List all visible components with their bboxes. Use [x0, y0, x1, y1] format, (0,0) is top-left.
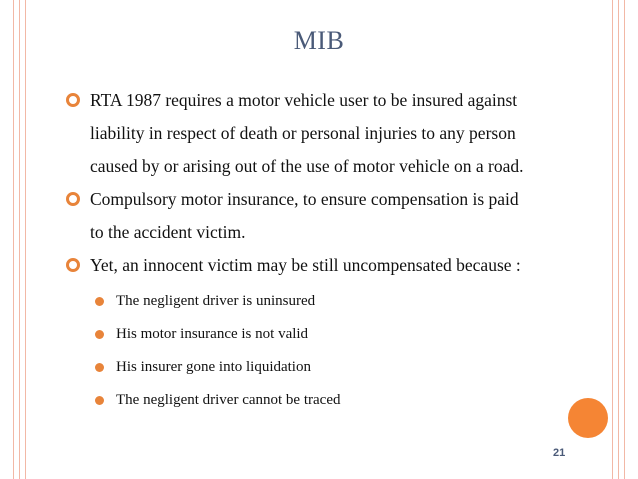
- dot-bullet-icon: [95, 330, 104, 339]
- page-number: 21: [553, 447, 566, 459]
- bullet-item: [64, 249, 604, 282]
- bullet-line: Yet, an innocent victim may be still uncompensated because :: [90, 255, 521, 275]
- left-border-stripe: [13, 0, 14, 479]
- left-border-stripe: [19, 0, 20, 479]
- sub-bullet-item: [92, 285, 340, 318]
- dot-bullet-icon: [95, 297, 104, 306]
- sub-bullet-text: The negligent driver cannot be traced: [116, 392, 341, 408]
- ring-bullet-icon: [66, 93, 80, 107]
- bullet-line: liability in respect of death or personal injuries to any person: [90, 123, 516, 143]
- dot-bullet-icon: [95, 363, 104, 372]
- right-border-stripe: [624, 0, 625, 479]
- bullet-line: RTA 1987 requires a motor vehicle user to be insured against: [90, 90, 518, 110]
- ring-bullet-icon: [66, 192, 80, 206]
- bullet-item: [64, 84, 604, 183]
- sub-bullet-list: [92, 285, 340, 417]
- bullet-line: caused by or arising out of the use of motor vehicle on a road.: [90, 156, 524, 176]
- bullet-item: [64, 183, 604, 249]
- bullet-line: to the accident victim.: [90, 222, 246, 242]
- sub-bullet-text: The negligent driver is uninsured: [116, 293, 316, 309]
- sub-bullet-item: [92, 351, 340, 384]
- dot-bullet-icon: [95, 396, 104, 405]
- bullet-line: Compulsory motor insurance, to ensure compensation is paid: [90, 189, 519, 209]
- sub-bullet-item: [92, 384, 340, 417]
- sub-bullet-text: His insurer gone into liquidation: [116, 359, 311, 375]
- ring-bullet-icon: [66, 258, 80, 272]
- slide-title: MIB: [293, 26, 345, 55]
- right-border-stripe: [612, 0, 613, 479]
- bullet-list: [64, 84, 604, 282]
- sub-bullet-item: [92, 318, 340, 351]
- right-border-stripe: [618, 0, 619, 479]
- sub-bullet-text: His motor insurance is not valid: [116, 326, 309, 342]
- decorative-circle: [568, 398, 608, 438]
- left-border-stripe: [25, 0, 26, 479]
